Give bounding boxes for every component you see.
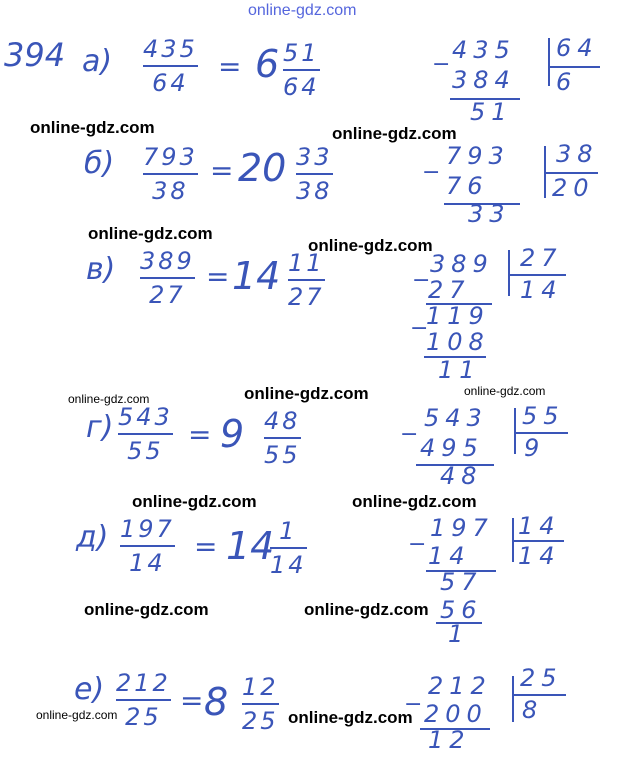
minus-sign: − <box>412 268 431 293</box>
fraction-bar <box>116 699 171 701</box>
divisor: 38 <box>556 140 599 168</box>
denominator: 64 <box>283 73 320 101</box>
remainder: 12 <box>428 726 471 754</box>
dividend: 543 <box>424 404 488 432</box>
fraction-bar <box>120 545 175 547</box>
watermark: online-gdz.com <box>288 708 413 727</box>
dividend: 197 <box>430 514 494 542</box>
equals: = <box>194 530 218 563</box>
watermark: online-gdz.com <box>132 492 257 511</box>
quotient: 6 <box>556 68 578 96</box>
watermark: online-gdz.com <box>30 118 155 137</box>
fraction-part <box>283 38 320 102</box>
minus-sign: − <box>404 692 423 717</box>
numerator: 33 <box>296 143 333 171</box>
numerator: 48 <box>264 407 301 435</box>
equals: = <box>206 260 230 293</box>
whole-part: 8 <box>204 680 229 724</box>
numerator: 389 <box>140 247 195 275</box>
denominator: 55 <box>127 437 164 465</box>
fraction <box>140 246 195 310</box>
equals: = <box>188 418 212 451</box>
label: е) <box>74 672 105 707</box>
subtrahend: 108 <box>426 328 490 356</box>
minus-sign: − <box>408 532 427 557</box>
dividend: 435 <box>452 36 516 64</box>
whole-part: 20 <box>238 146 287 190</box>
denominator: 64 <box>152 69 189 97</box>
subtrahend: 14 <box>428 542 471 570</box>
quotient: 20 <box>552 174 595 202</box>
fraction-bar <box>143 65 198 67</box>
watermark: online-gdz.com <box>36 708 118 722</box>
equals: = <box>218 50 242 83</box>
fraction-bar <box>242 703 279 705</box>
whole-part: 14 <box>232 254 281 298</box>
watermark: online-gdz.com <box>68 392 150 406</box>
subtrahend: 384 <box>452 66 516 94</box>
label: б) <box>84 146 115 181</box>
subtrahend: 200 <box>424 700 488 728</box>
quotient: 8 <box>522 696 544 724</box>
exercise-number: 394 <box>4 36 66 74</box>
fraction-part <box>296 142 333 206</box>
minus-sign: − <box>432 52 451 77</box>
watermark: online-gdz.com <box>308 236 433 255</box>
watermark: online-gdz.com <box>332 124 457 143</box>
watermark: online-gdz.com <box>244 384 369 403</box>
quotient: 9 <box>524 434 546 462</box>
remainder: 33 <box>468 200 511 228</box>
equals: = <box>180 684 204 717</box>
numerator: 11 <box>288 249 325 277</box>
fraction-bar <box>288 279 325 281</box>
denominator: 25 <box>125 703 162 731</box>
denominator: 38 <box>152 177 189 205</box>
numerator: 793 <box>143 143 198 171</box>
numerator: 12 <box>242 673 279 701</box>
minus-sign: − <box>410 316 429 341</box>
divisor: 25 <box>520 664 563 692</box>
subtrahend: 56 <box>440 596 483 624</box>
denominator: 14 <box>270 551 307 579</box>
remainder: 51 <box>470 98 513 126</box>
fraction-bar <box>143 173 198 175</box>
denominator: 55 <box>264 441 301 469</box>
minus-sign: − <box>422 160 441 185</box>
fraction-part <box>242 672 279 736</box>
remainder: 1 <box>448 620 470 648</box>
dividend: 212 <box>428 672 492 700</box>
fraction-part <box>288 248 325 312</box>
fraction-bar <box>283 69 320 71</box>
fraction-bar <box>140 277 195 279</box>
label: в) <box>86 252 116 287</box>
numerator: 543 <box>118 403 173 431</box>
divisor-bar <box>514 408 516 454</box>
remainder: 11 <box>438 356 481 384</box>
watermark: online-gdz.com <box>304 600 429 619</box>
fraction-bar <box>118 433 173 435</box>
denominator: 27 <box>149 281 186 309</box>
numerator: 212 <box>116 669 171 697</box>
fraction <box>116 668 171 732</box>
divisor-bar <box>508 250 510 296</box>
fraction-bar <box>270 547 307 549</box>
quotient: 14 <box>520 276 563 304</box>
watermark: online-gdz.com <box>88 224 213 243</box>
numerator: 435 <box>143 35 198 63</box>
subtrahend: 495 <box>420 434 484 462</box>
fraction <box>143 34 198 98</box>
whole-part: 14 <box>226 524 275 568</box>
label: а) <box>82 44 113 79</box>
whole-part: 6 <box>255 42 280 86</box>
watermark: online-gdz.com <box>84 600 209 619</box>
denominator: 27 <box>288 283 325 311</box>
divisor: 14 <box>518 512 561 540</box>
minus-sign: − <box>400 422 419 447</box>
divisor: 64 <box>556 34 599 62</box>
label: г) <box>86 410 114 445</box>
label: д) <box>76 520 109 555</box>
watermark-top: online-gdz.com <box>248 2 357 19</box>
divisor: 27 <box>520 244 563 272</box>
subtrahend: 76 <box>446 172 489 200</box>
quotient: 14 <box>518 542 561 570</box>
divisor: 55 <box>522 402 565 430</box>
subtrahend: 27 <box>428 276 471 304</box>
dividend: 389 <box>430 250 494 278</box>
denominator: 25 <box>242 707 279 735</box>
numerator: 51 <box>283 39 320 67</box>
numerator: 1 <box>279 517 298 545</box>
fraction-bar <box>264 437 301 439</box>
numerator: 197 <box>120 515 175 543</box>
denominator: 38 <box>296 177 333 205</box>
fraction <box>143 142 198 206</box>
watermark: online-gdz.com <box>464 384 546 398</box>
dividend: 793 <box>446 142 510 170</box>
fraction-bar <box>296 173 333 175</box>
fraction <box>118 402 173 466</box>
partial-dividend: 119 <box>426 302 490 330</box>
fraction <box>120 514 175 578</box>
fraction-part <box>270 516 307 580</box>
whole-part: 9 <box>220 412 245 456</box>
partial-dividend: 57 <box>440 568 483 596</box>
remainder: 48 <box>440 462 483 490</box>
watermark: online-gdz.com <box>352 492 477 511</box>
fraction-part <box>264 406 301 470</box>
equals: = <box>210 154 234 187</box>
divisor-bar <box>548 38 550 86</box>
denominator: 14 <box>129 549 166 577</box>
divisor-bar <box>512 676 514 722</box>
